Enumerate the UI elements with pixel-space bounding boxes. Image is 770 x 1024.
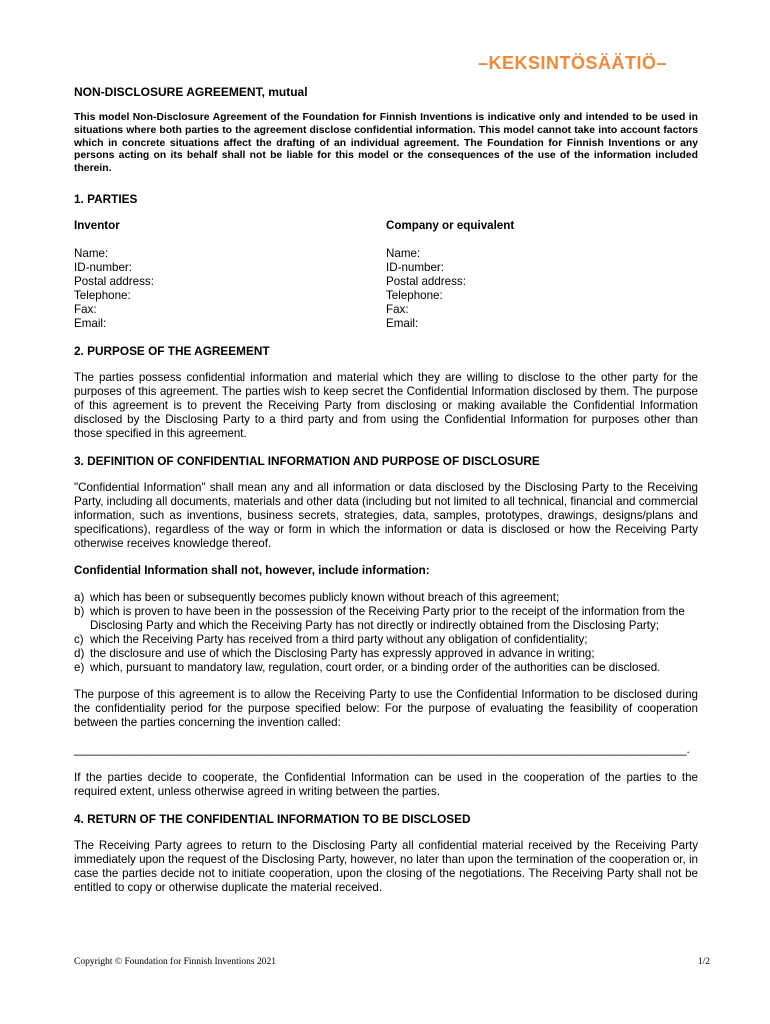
document-body xyxy=(74,85,698,908)
disclaimer-paragraph: This model Non-Disclosure Agreement of the Foundation for Finnish Inventions is indicative only and intended to be used in situations where both parties to the agreement disclose confidential information. This model cannot take into account factors which in concrete situations affect the drafting of an individual agreement. The Foundation for Finnish Inventions or any persons acting on its behalf shall not be liable for this model or the consequences of the use of the information included therein. xyxy=(74,112,698,175)
list-item xyxy=(74,591,698,605)
list-item-marker: e) xyxy=(74,660,85,674)
list-item-text: the disclosure and use of which the Disclosing Party has expressly approved in advance in writing; xyxy=(90,646,595,660)
list-item xyxy=(74,661,698,675)
parties-block xyxy=(74,219,698,331)
exclusions-heading: Confidential Information shall not, however, include information: xyxy=(74,563,430,577)
page-number: 1/2 xyxy=(697,957,710,967)
section-2-heading: 2. PURPOSE OF THE AGREEMENT xyxy=(74,343,270,358)
section-1-heading: 1. PARTIES xyxy=(74,191,138,206)
document-title: NON-DISCLOSURE AGREEMENT, mutual xyxy=(74,85,308,99)
inventor-email-field: Email: xyxy=(74,316,107,330)
company-email-field: Email: xyxy=(386,316,419,330)
confidential-information-definition: "Confidential Information" shall mean any and all information or data disclosed by the Disclosing Party to the Receiving Party, including all documents, materials and other data (including but not limited to all technical, financial and commercial information, such as inventions, business secrets, strategies, data, samples, prototypes, drawings, designs/plans and specifications), regardless of the way or form in which the information or data is disclosed or how the Receiving Party otherwise receives knowledge thereof. xyxy=(74,480,698,550)
list-item-marker: c) xyxy=(74,632,84,646)
list-item-text: which is proven to have been in the possession of the Receiving Party prior to the receipt of the information from the Disclosing Party and which the Receiving Party has not directly or indirectly obtained from the Disclosing Party; xyxy=(90,604,685,632)
inventor-name-field: Name: xyxy=(74,246,109,260)
inventor-fax-field: Fax: xyxy=(74,302,97,316)
purpose-paragraph: The purpose of this agreement is to allow the Receiving Party to use the Confidential Information to be disclosed during the confidentiality period for the purpose specified below: For the purpose of evaluating the feasibility of cooperation between the parties concerning the invention called: xyxy=(74,687,698,729)
invention-name-blank: _______________________________________________________________________________________________. xyxy=(74,742,690,756)
inventor-heading: Inventor xyxy=(74,218,120,232)
company-address-field: Postal address: xyxy=(386,274,466,288)
list-item xyxy=(74,605,698,633)
list-item xyxy=(74,633,698,647)
footer-copyright: Copyright © Foundation for Finnish Inventions 2021 xyxy=(74,957,276,967)
company-column xyxy=(386,219,698,331)
company-id-field: ID-number: xyxy=(386,260,444,274)
section-4-heading: 4. RETURN OF THE CONFIDENTIAL INFORMATION TO BE DISCLOSED xyxy=(74,811,471,826)
inventor-address-field: Postal address: xyxy=(74,274,154,288)
inventor-id-field: ID-number: xyxy=(74,260,132,274)
list-item xyxy=(74,647,698,661)
inventor-column xyxy=(74,219,386,331)
exclusions-list xyxy=(74,591,698,675)
company-name-field: Name: xyxy=(386,246,421,260)
section-3-heading: 3. DEFINITION OF CONFIDENTIAL INFORMATION AND PURPOSE OF DISCLOSURE xyxy=(74,453,540,468)
list-item-marker: b) xyxy=(74,604,85,618)
company-heading: Company or equivalent xyxy=(386,218,515,232)
company-fax-field: Fax: xyxy=(386,302,409,316)
section-2-body: The parties possess confidential information and material which they are willing to disclose to the other party for the purposes of this agreement. The parties wish to keep secret the Confidential Information disclosed by them. The purpose of this agreement is to prevent the Receiving Party from disclosing or making available the Confidential Information disclosed by the Disclosing Party to a third party and from using the Confidential Information for purposes other than those specified in this agreement. xyxy=(74,370,698,440)
list-item-text: which the Receiving Party has received from a third party without any obligation of confidentiality; xyxy=(90,632,588,646)
keksintosaatio-logo: –KEKSINTÖSÄÄTIÖ– xyxy=(478,53,668,73)
cooperation-paragraph: If the parties decide to cooperate, the Confidential Information can be used in the cooperation of the parties to the required extent, unless otherwise agreed in writing between the parties. xyxy=(74,770,698,798)
list-item-marker: d) xyxy=(74,646,85,660)
section-4-body: The Receiving Party agrees to return to the Disclosing Party all confidential material received by the Receiving Party immediately upon the request of the Disclosing Party, however, no later than upon the termination of the cooperation or, in case the parties decide not to initiate cooperation, upon the closing of the negotiations. The Receiving Party shall not be entitled to copy or otherwise duplicate the material received. xyxy=(74,838,698,894)
list-item-text: which, pursuant to mandatory law, regulation, court order, or a binding order of the authorities can be disclosed. xyxy=(90,660,661,674)
list-item-marker: a) xyxy=(74,590,85,604)
company-telephone-field: Telephone: xyxy=(386,288,443,302)
inventor-telephone-field: Telephone: xyxy=(74,288,131,302)
list-item-text: which has been or subsequently becomes publicly known without breach of this agreement; xyxy=(90,590,560,604)
